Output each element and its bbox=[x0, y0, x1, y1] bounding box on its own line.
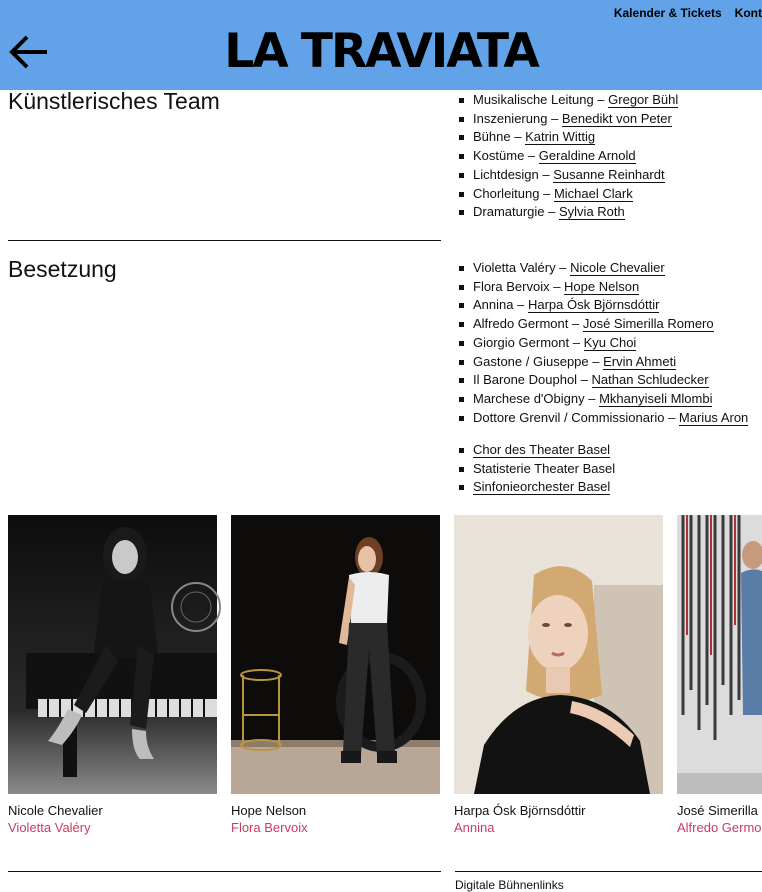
footer-section-heading: Digitale Bühnenlinks bbox=[455, 878, 564, 892]
role-label: Musikalische Leitung bbox=[473, 92, 594, 107]
list-item: Il Barone Douphol – Nathan Schludecker bbox=[459, 371, 748, 390]
page-title: LA TRAVIATA bbox=[224, 24, 538, 79]
header-bar bbox=[0, 0, 762, 90]
list-item bbox=[459, 478, 615, 497]
list-item: Marchese d'Obigny – Mkhanyiseli Mlombi bbox=[459, 390, 748, 409]
person-link[interactable]: Nathan Schludecker bbox=[591, 372, 709, 388]
cast-card[interactable] bbox=[677, 515, 762, 835]
person-link[interactable]: Michael Clark bbox=[553, 185, 633, 201]
ensemble-link[interactable]: Chor des Theater Basel bbox=[473, 442, 611, 457]
list-item: Dramaturgie – Sylvia Roth bbox=[459, 203, 678, 222]
list-item: Flora Bervoix – Hope Nelson bbox=[459, 278, 748, 297]
list-item: Gastone / Giuseppe – Ervin Ahmeti bbox=[459, 353, 748, 372]
role-label: Chorleitung bbox=[473, 185, 540, 201]
list-item: Dottore Grenvil / Commissionario – Marius Aron bbox=[459, 409, 748, 428]
person-link[interactable]: Hope Nelson bbox=[564, 278, 640, 294]
role-label: Annina bbox=[473, 297, 514, 313]
ensemble-list bbox=[459, 441, 615, 497]
top-nav bbox=[601, 6, 762, 20]
cast-photo-jose-simerilla bbox=[677, 515, 762, 794]
cast-card[interactable] bbox=[231, 515, 440, 835]
list-item: Bühne – Katrin Wittig bbox=[459, 128, 678, 147]
person-link[interactable]: Ervin Ahmeti bbox=[603, 353, 677, 369]
card-role-name: Annina bbox=[454, 820, 495, 835]
list-item bbox=[459, 441, 615, 460]
person-link[interactable]: Gregor Bühl bbox=[608, 92, 679, 107]
ensemble-link[interactable]: Sinfonieorchester Basel bbox=[473, 479, 611, 495]
ensemble-label: Statisterie Theater Basel bbox=[473, 460, 616, 476]
card-role-name: Flora Bervoix bbox=[231, 820, 308, 835]
person-link[interactable]: Geraldine Arnold bbox=[538, 148, 636, 164]
person-link[interactable]: José Simerilla Romero bbox=[582, 316, 714, 332]
cast-list bbox=[459, 259, 748, 427]
cast-photo-nicole-chevalier bbox=[8, 515, 217, 794]
role-label: Lichtdesign bbox=[473, 166, 539, 182]
role-label: Bühne bbox=[473, 129, 511, 145]
card-artist-name: Nicole Chevalier bbox=[8, 803, 103, 818]
cast-photo-harpa-osk-bjornsdottir bbox=[454, 515, 663, 794]
card-artist-name: José Simerilla bbox=[677, 803, 758, 818]
cast-photo-hope-nelson bbox=[231, 515, 440, 794]
list-item: Violetta Valéry – Nicole Chevalier bbox=[459, 259, 748, 278]
card-role-name: Violetta Valéry bbox=[8, 820, 91, 835]
role-label: Marchese d'Obigny bbox=[473, 390, 585, 406]
list-item: Kostüme – Geraldine Arnold bbox=[459, 147, 678, 166]
list-item: Musikalische Leitung – Gregor Bühl bbox=[459, 91, 678, 110]
role-label: Dramaturgie bbox=[473, 204, 545, 220]
person-link[interactable]: Sylvia Roth bbox=[559, 204, 625, 220]
person-link[interactable]: Katrin Wittig bbox=[525, 129, 596, 145]
cast-card[interactable] bbox=[454, 515, 663, 835]
role-label: Gastone / Giuseppe bbox=[473, 353, 589, 369]
person-link[interactable]: Mkhanyiseli Mlombi bbox=[599, 390, 713, 406]
list-item: Chorleitung – Michael Clark bbox=[459, 185, 678, 204]
person-link[interactable]: Susanne Reinhardt bbox=[553, 166, 665, 182]
role-label: Giorgio Germont bbox=[473, 334, 570, 350]
list-item bbox=[459, 460, 615, 479]
role-label: Flora Bervoix bbox=[473, 278, 550, 294]
list-item: Lichtdesign – Susanne Reinhardt bbox=[459, 166, 678, 185]
cast-heading: Besetzung bbox=[8, 256, 117, 282]
list-item: Annina – Harpa Ósk Björnsdóttir bbox=[459, 296, 748, 315]
card-role-name: Alfredo Germo bbox=[677, 820, 762, 835]
card-artist-name: Harpa Ósk Björnsdóttir bbox=[454, 803, 586, 818]
list-item: Giorgio Germont – Kyu Choi bbox=[459, 334, 748, 353]
role-label: Alfredo Germont bbox=[473, 316, 569, 332]
nav-kalender-tickets[interactable]: Kalender & Tickets bbox=[613, 6, 722, 20]
person-link[interactable]: Kyu Choi bbox=[583, 334, 637, 350]
team-heading: Künstlerisches Team bbox=[8, 88, 220, 114]
list-item: Inszenierung – Benedikt von Peter bbox=[459, 110, 678, 129]
person-link[interactable]: Marius Aron bbox=[678, 409, 749, 425]
role-label: Kostüme bbox=[473, 148, 525, 164]
person-link[interactable]: Nicole Chevalier bbox=[570, 260, 665, 275]
card-artist-name: Hope Nelson bbox=[231, 803, 307, 818]
section-divider bbox=[455, 871, 762, 872]
role-label: Violetta Valéry bbox=[473, 260, 556, 275]
role-label: Il Barone Douphol bbox=[473, 372, 578, 388]
nav-kontakt[interactable]: Kont bbox=[734, 6, 762, 20]
role-label: Inszenierung bbox=[473, 110, 548, 126]
section-divider bbox=[8, 871, 441, 872]
list-item: Alfredo Germont – José Simerilla Romero bbox=[459, 315, 748, 334]
person-link[interactable]: Benedikt von Peter bbox=[561, 110, 672, 126]
cast-card[interactable] bbox=[8, 515, 217, 835]
team-list bbox=[459, 91, 678, 222]
role-label: Dottore Grenvil / Commissionario bbox=[473, 409, 665, 425]
person-link[interactable]: Harpa Ósk Björnsdóttir bbox=[527, 297, 660, 313]
section-divider bbox=[8, 240, 441, 241]
